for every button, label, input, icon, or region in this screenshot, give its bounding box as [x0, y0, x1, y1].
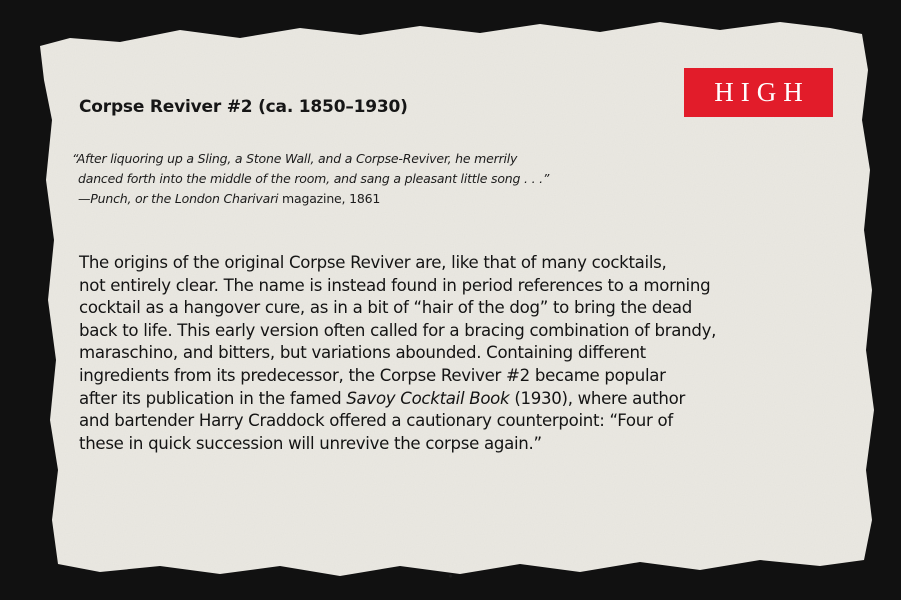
body-line-8: and bartender Harry Craddock offered a cautionary counterpoint: “Four of [79, 411, 673, 431]
quote-line-2: danced forth into the middle of the room, and sang a pleasant little song . . .” [78, 171, 550, 186]
attribution-source: —Punch, or the London Charivari [78, 191, 279, 206]
body-line-9: these in quick succession will unrevive the corpse again.” [79, 433, 542, 453]
book-title: Savoy Cocktail Book [346, 388, 510, 408]
historical-quote [72, 149, 672, 209]
body-line-1: The origins of the original Corpse Reviver are, like that of many cocktails, [79, 253, 667, 272]
body-line-7-before: after its publication in the famed [79, 388, 347, 408]
body-line-7-after: (1930), where author [509, 388, 685, 408]
body-line-2: not entirely clear. The name is instead found in period references to a morning [79, 275, 711, 295]
body-line-6: ingredients from its predecessor, the Corpse Reviver #2 became popular [79, 365, 666, 385]
quote-line-1: “After liquoring up a Sling, a Stone Wall, and a Corpse-Reviver, he merrily [72, 151, 518, 166]
attribution-rest: magazine, 1861 [278, 191, 381, 206]
high-logo [684, 68, 833, 117]
body-line-7 [79, 388, 839, 411]
body-paragraph [79, 252, 839, 455]
body-line-5: maraschino, and bitters, but variations abounded. Containing different [79, 343, 646, 363]
body-line-3: cocktail as a hangover cure, as in a bit of “hair of the dog” to bring the dead [79, 298, 693, 318]
logo-text: HIGH [714, 77, 810, 107]
quote-attribution [72, 189, 672, 209]
cocktail-title: Corpse Reviver #2 (ca. 1850–1930) [79, 97, 408, 117]
body-line-4: back to life. This early version often called for a bracing combination of brandy, [79, 320, 717, 340]
